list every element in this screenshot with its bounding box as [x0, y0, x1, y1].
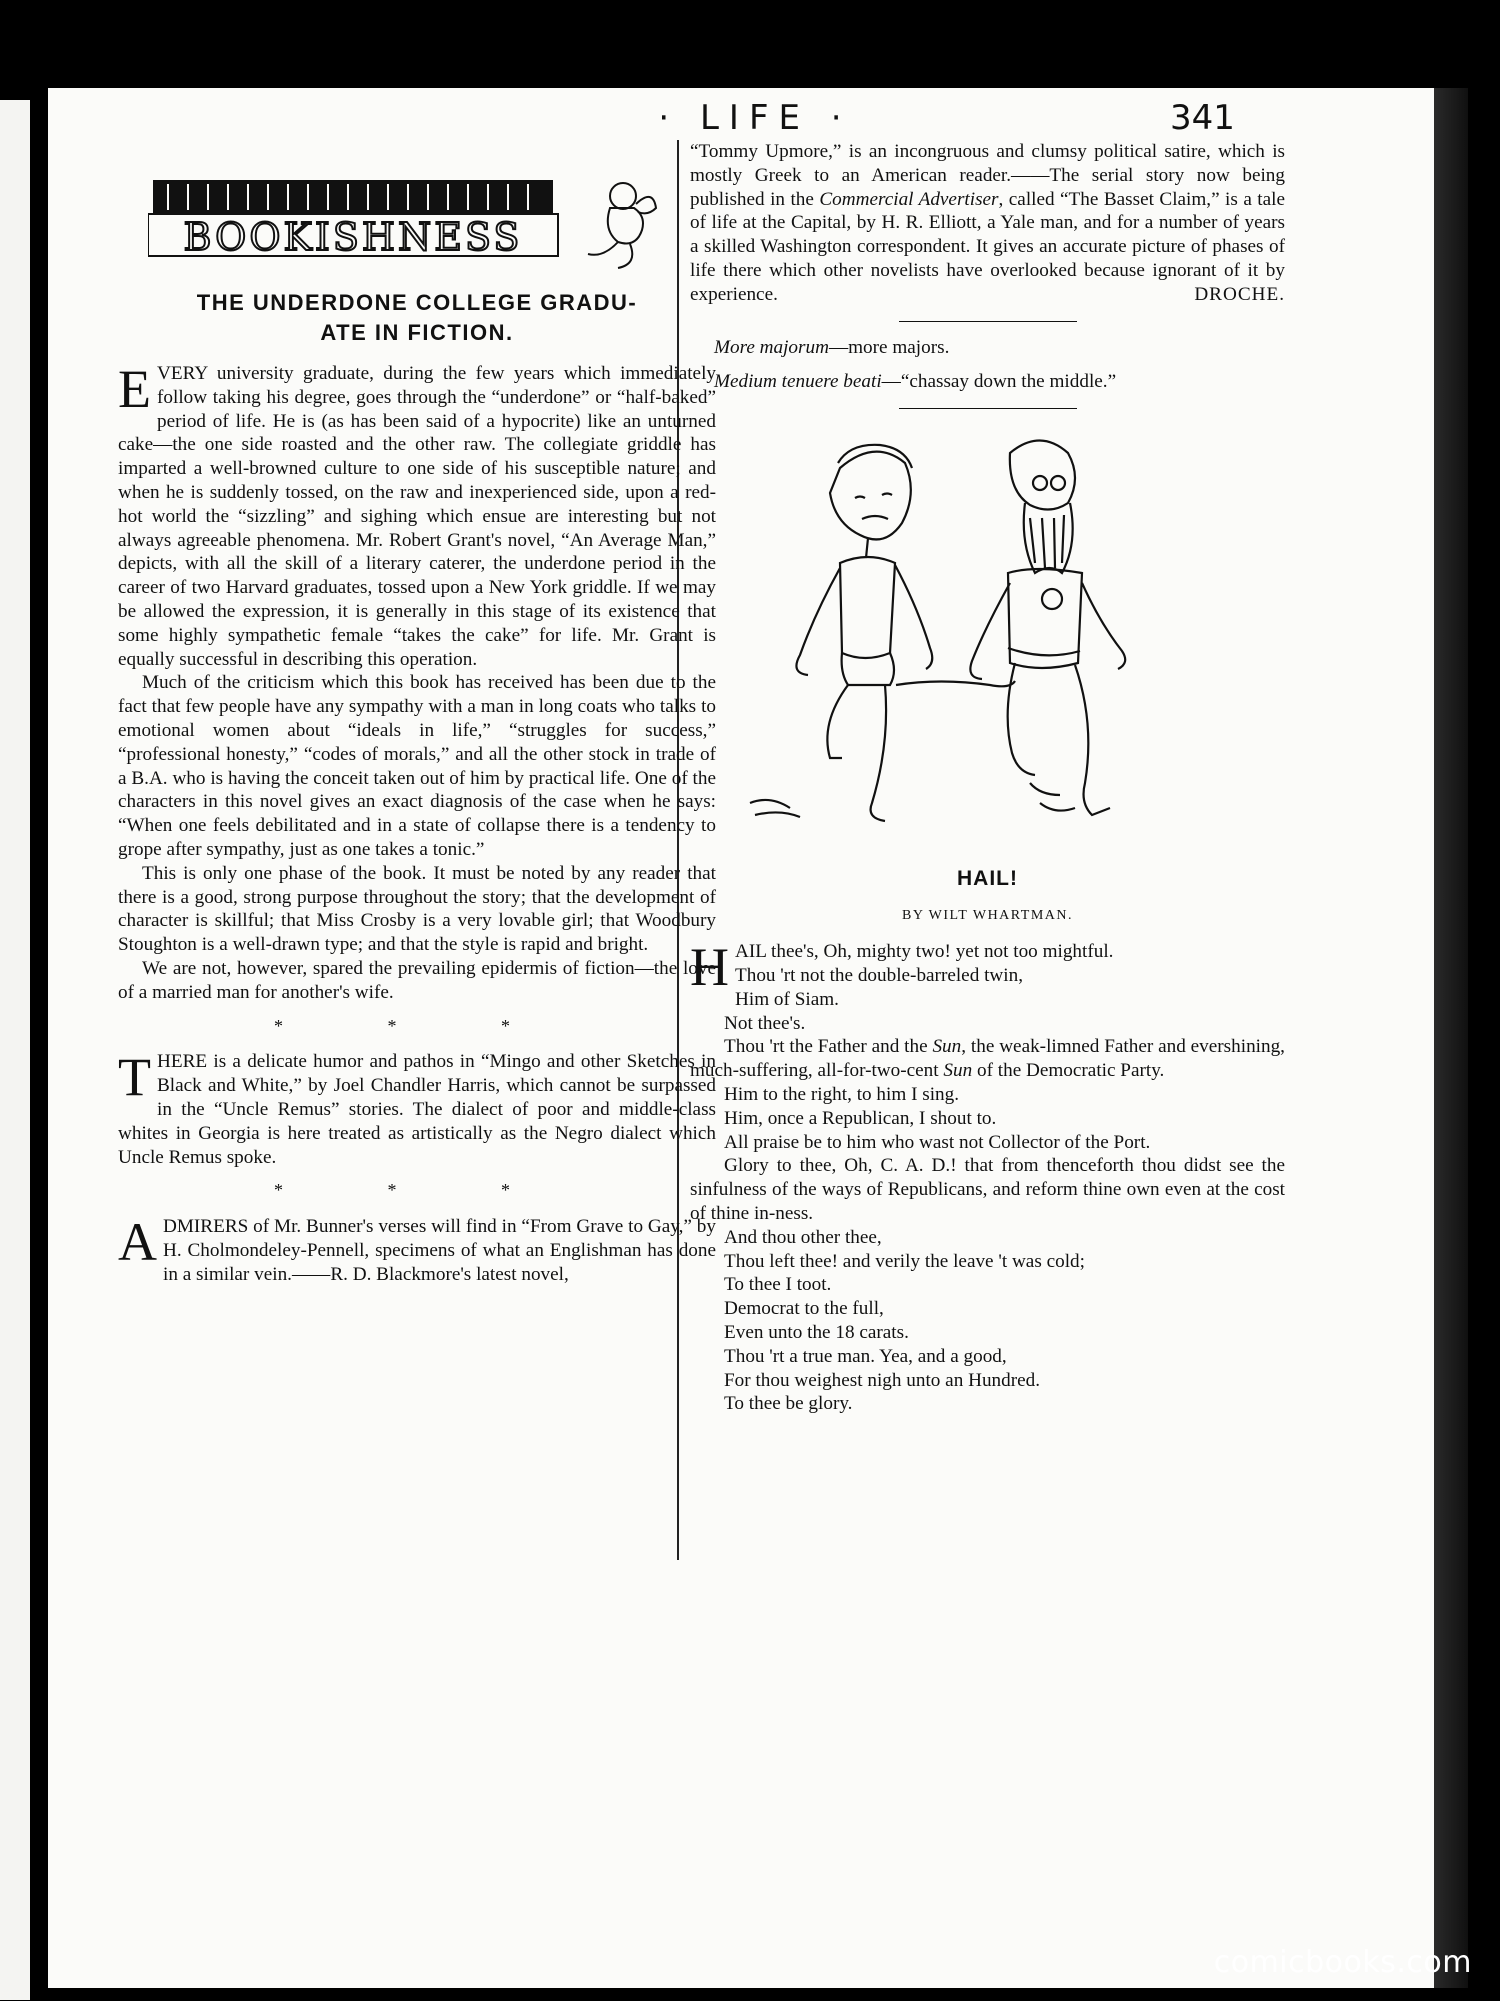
- poem-paragraph: Thou 'rt the Father and the Sun, the weak-limned Father and evershining, much-suffering, all-for-two-cent Sun of the Democratic Party.: [690, 1036, 1285, 1082]
- heading-line-2: ATE IN FICTION.: [320, 320, 514, 345]
- poem-line: Thou 'rt a true man. Yea, and a good,: [724, 1345, 1007, 1367]
- page-number: 341: [1170, 98, 1235, 138]
- poem-line: And thou other thee,: [724, 1226, 882, 1248]
- article1-paragraph-1: EVERY university graduate, during the few years which immediately follow taking his degree, goes through the “underdone” or “half-baked” period of life. He is (as has been said of a hypocrite) like an unturned cake—the one side roasted and the other raw. The collegiate griddle has imparted a well-browned culture to one side of his susceptible nature; and when he is suddenly tossed, on the raw and inexperienced side, upon a red-hot world the “sizzling” and sighing which ensue are interesting but not always agreeable phenomena. Mr. Robert Grant's novel, “An Average Man,” depicts, with all the skill of a literary caterer, the underdone period in the career of two Harvard graduates, tossed upon a New York griddle. If we may be allowed the expression, it is generally in this stage of its existence that some highly sympathetic female “takes the cake” for life. Mr. Grant is equally successful in describing this operation.: [118, 359, 716, 670]
- article1-paragraph-2: Much of the criticism which this book has received has been due to the fact that few people have any sympathy with a man in long coats who talks to emotional women about “ideals in life,” “struggles for success,” “professional honesty,” “codes of morals,” and all the other stock in trade of a B.A. who is having the conceit taken out of him by practical life. One of the characters in this novel gives an exact diagnosis of the case when he says: “When one feels debilitated and in a state of collapse there is a tendency to grope after sympathy, just as one takes a tonic.”: [118, 672, 716, 860]
- section-separator: * * *: [274, 1180, 560, 1201]
- poem-line: Thou 'rt not the double-barreled twin,: [735, 964, 1023, 986]
- poem-line: Him to the right, to him I sing.: [724, 1083, 960, 1105]
- article3-paragraph: ADMIRERS of Mr. Bunner's verses will find in “From Grave to Gay,” by H. Cholmondeley-Pennell, specimens of what an Englishman has done in a similar vein.——R. D. Blackmore's latest novel,: [118, 1212, 716, 1285]
- article-heading: [118, 288, 716, 348]
- section-separator: * * *: [274, 1015, 560, 1036]
- dropcap: A: [118, 1212, 157, 1273]
- poem-line: For thou weighest nigh unto an Hundred.: [724, 1369, 1041, 1391]
- right-figure: [970, 440, 1125, 815]
- article2-paragraph: THERE is a delicate humor and pathos in “Mingo and other Sketches in Black and White,” by Joel Chandler Harris, which cannot be surpassed in the “Uncle Remus” stories. The dialect of poor and middle-class whites in Georgia is here treated as artistically as the Negro dialect which Uncle Remus spoke.: [118, 1047, 716, 1168]
- cartoon-illustration: [690, 423, 1285, 843]
- poem-line: To thee I toot.: [724, 1274, 832, 1296]
- poem-paragraph: All praise be to him who wast not Collector of the Port.: [724, 1131, 1151, 1153]
- left-column: [118, 178, 716, 1286]
- epigram-2: Medium tenuere beati—“chassay down the middle.”: [714, 370, 1117, 392]
- page-binding-shadow: [1434, 88, 1468, 1988]
- watermark: comicbooks.com: [1213, 1945, 1472, 1980]
- article1-paragraph-4: We are not, however, spared the prevailing epidermis of fiction—the love of a married man for another's wife.: [118, 957, 716, 1003]
- poem-line: Thou left thee! and verily the leave 't was cold;: [724, 1250, 1085, 1272]
- poem-line: Not thee's.: [724, 1012, 806, 1034]
- banner-text: BOOKISHNESS: [183, 215, 523, 259]
- poem-title: HAIL!: [957, 866, 1018, 890]
- bookishness-banner: [148, 178, 658, 270]
- article1-paragraph-3: This is only one phase of the book. It must be noted by any reader that there is a good, strong purpose throughout the story; that the development of character is skillful; that Miss Crosby is a very lovable girl; that Woodbury Stoughton is a well-drawn type; and that the style is rapid and bright.: [118, 862, 716, 956]
- dropcap: T: [118, 1047, 151, 1108]
- article3-continued: “Tommy Upmore,” is an incongruous and clumsy political satire, which is mostly Greek to an American reader.——The serial story now being published in the Commercial Advertiser, called “The Basset Claim,” is a tale of life at the Capital, by H. R. Elliott, a Yale man, and for a number of years a skilled Washington correspondent. It gives an accurate picture of phases of life there which other novelists have overlooked because ignorant of it by experience. DROCHE.: [690, 141, 1285, 305]
- divider-rule: [899, 321, 1077, 322]
- running-title: · LIFE ·: [658, 98, 852, 138]
- cherub-icon: [588, 183, 656, 268]
- poem-line: Him, once a Republican, I shout to.: [724, 1107, 997, 1129]
- dropcap: E: [118, 359, 151, 419]
- poem-paragraph: Glory to thee, Oh, C. A. D.! that from thenceforth thou didst see the sinfulness of the ways of Republicans, and reform thine own even at the cost of thine in-ness.: [690, 1155, 1285, 1224]
- author-signature: DROCHE.: [1194, 283, 1285, 305]
- adjacent-page-edge: [0, 100, 30, 2000]
- poem-line: To thee be glory.: [724, 1393, 853, 1415]
- poem-byline: BY WILT WHARTMAN.: [901, 908, 1074, 924]
- divider-rule: [899, 408, 1077, 409]
- poem-first-line: HAIL thee's, Oh, mighty two! yet not too mightful.: [690, 937, 1114, 998]
- poem-line: Even unto the 18 carats.: [724, 1321, 909, 1343]
- dropcap: H: [690, 937, 729, 998]
- right-column: [690, 140, 1285, 1416]
- poem-line: Democrat to the full,: [724, 1298, 884, 1320]
- poem-line: Him of Siam.: [735, 988, 839, 1010]
- heading-line-1: THE UNDERDONE COLLEGE GRADU-: [196, 290, 638, 315]
- epigram-1: More majorum—more majors.: [714, 336, 950, 358]
- left-figure: [750, 444, 932, 820]
